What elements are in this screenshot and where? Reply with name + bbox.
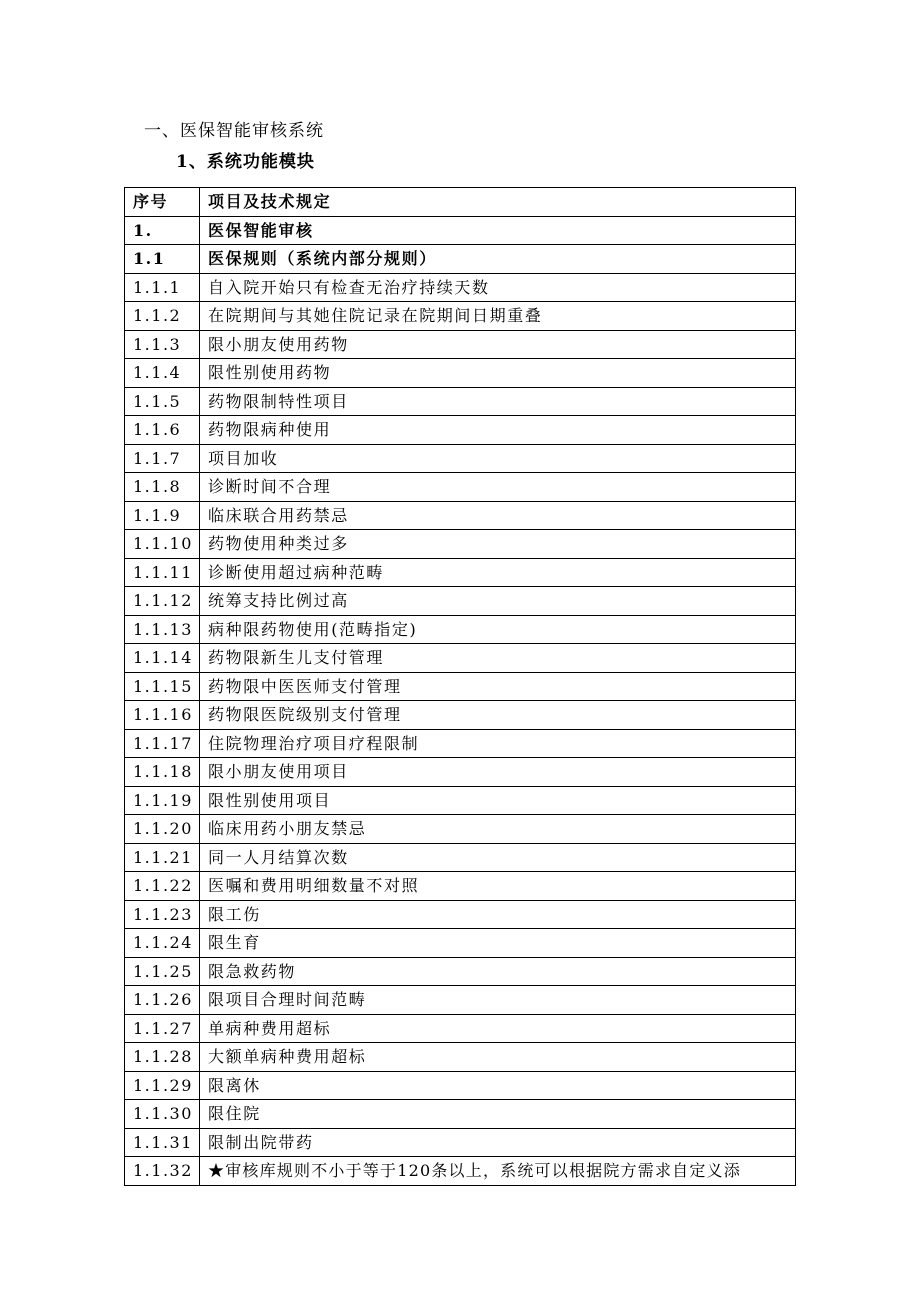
row-number: 1.1.5 [125, 387, 200, 416]
group-item: 医保规则（系统内部分规则） [200, 245, 796, 274]
header-item: 项目及技术规定 [200, 188, 796, 217]
table-header-row [125, 188, 796, 217]
row-item: 临床联合用药禁忌 [200, 501, 796, 530]
table-row [125, 530, 796, 559]
row-number: 1.1.6 [125, 416, 200, 445]
row-number: 1.1.16 [125, 701, 200, 730]
row-number: 1.1.21 [125, 843, 200, 872]
table-row [125, 473, 796, 502]
table-row [125, 758, 796, 787]
row-item: 药物限医院级别支付管理 [200, 701, 796, 730]
table-row [125, 986, 796, 1015]
row-item: 自入院开始只有检查无治疗持续天数 [200, 273, 796, 302]
row-number: 1.1.30 [125, 1100, 200, 1129]
group-row-level1 [125, 216, 796, 245]
row-number: 1.1.9 [125, 501, 200, 530]
row-number: 1.1.19 [125, 786, 200, 815]
row-item: 限急救药物 [200, 957, 796, 986]
row-item: 项目加收 [200, 444, 796, 473]
row-number: 1.1.15 [125, 672, 200, 701]
group-row-level2 [125, 245, 796, 274]
table-row [125, 302, 796, 331]
row-number: 1.1.26 [125, 986, 200, 1015]
row-item: 限小朋友使用项目 [200, 758, 796, 787]
subsection-heading: 1、系统功能模块 [176, 152, 315, 172]
table-row [125, 615, 796, 644]
table-row [125, 359, 796, 388]
table-row [125, 644, 796, 673]
table-row [125, 1157, 796, 1186]
table-row [125, 1128, 796, 1157]
table-row [125, 416, 796, 445]
row-item: 同一人月结算次数 [200, 843, 796, 872]
row-item: 临床用药小朋友禁忌 [200, 815, 796, 844]
row-number: 1.1.12 [125, 587, 200, 616]
row-item: 药物限制特性项目 [200, 387, 796, 416]
row-item: 单病种费用超标 [200, 1014, 796, 1043]
row-number: 1.1.20 [125, 815, 200, 844]
row-item: 药物限新生儿支付管理 [200, 644, 796, 673]
row-item: 限生育 [200, 929, 796, 958]
row-item: 药物限中医医师支付管理 [200, 672, 796, 701]
row-item: 诊断时间不合理 [200, 473, 796, 502]
row-number: 1.1.27 [125, 1014, 200, 1043]
row-number: 1.1.4 [125, 359, 200, 388]
table-row [125, 815, 796, 844]
group-number: 1.1 [125, 245, 200, 274]
row-item: 限小朋友使用药物 [200, 330, 796, 359]
table-row [125, 843, 796, 872]
table-row [125, 900, 796, 929]
row-number: 1.1.23 [125, 900, 200, 929]
table-row [125, 444, 796, 473]
row-item: 药物使用种类过多 [200, 530, 796, 559]
row-number: 1.1.13 [125, 615, 200, 644]
table-row [125, 957, 796, 986]
table-row [125, 387, 796, 416]
row-item: 限制出院带药 [200, 1128, 796, 1157]
row-number: 1.1.2 [125, 302, 200, 331]
row-item: 病种限药物使用(范畴指定) [200, 615, 796, 644]
row-item: 诊断使用超过病种范畴 [200, 558, 796, 587]
table-row [125, 1100, 796, 1129]
table-row [125, 701, 796, 730]
row-number: 1.1.17 [125, 729, 200, 758]
row-item: 限住院 [200, 1100, 796, 1129]
row-item: 限离休 [200, 1071, 796, 1100]
row-item: 限工伤 [200, 900, 796, 929]
row-number: 1.1.7 [125, 444, 200, 473]
row-item: 大额单病种费用超标 [200, 1043, 796, 1072]
row-item: 药物限病种使用 [200, 416, 796, 445]
table-row [125, 729, 796, 758]
header-number: 序号 [125, 188, 200, 217]
table-row [125, 273, 796, 302]
row-number: 1.1.8 [125, 473, 200, 502]
row-number: 1.1.28 [125, 1043, 200, 1072]
row-number: 1.1.10 [125, 530, 200, 559]
row-item: 限性别使用药物 [200, 359, 796, 388]
row-number: 1.1.18 [125, 758, 200, 787]
table-row [125, 1014, 796, 1043]
table-row [125, 330, 796, 359]
table-row [125, 558, 796, 587]
row-number: 1.1.3 [125, 330, 200, 359]
table-row [125, 587, 796, 616]
row-number: 1.1.14 [125, 644, 200, 673]
table-row [125, 1043, 796, 1072]
row-item: 限项目合理时间范畴 [200, 986, 796, 1015]
row-number: 1.1.24 [125, 929, 200, 958]
group-number: 1. [125, 216, 200, 245]
table-row [125, 501, 796, 530]
group-item: 医保智能审核 [200, 216, 796, 245]
table-row [125, 872, 796, 901]
row-number: 1.1.22 [125, 872, 200, 901]
row-number: 1.1.29 [125, 1071, 200, 1100]
row-number: 1.1.32 [125, 1157, 200, 1186]
table-row [125, 1071, 796, 1100]
section-heading: 一、医保智能审核系统 [144, 121, 324, 141]
table-row [125, 929, 796, 958]
row-item: 限性别使用项目 [200, 786, 796, 815]
row-number: 1.1.31 [125, 1128, 200, 1157]
row-number: 1.1.25 [125, 957, 200, 986]
row-item: 医嘱和费用明细数量不对照 [200, 872, 796, 901]
function-module-table [124, 187, 796, 1186]
row-item: 统筹支持比例过高 [200, 587, 796, 616]
row-number: 1.1.11 [125, 558, 200, 587]
row-item: 住院物理治疗项目疗程限制 [200, 729, 796, 758]
row-item: 在院期间与其她住院记录在院期间日期重叠 [200, 302, 796, 331]
table-row [125, 672, 796, 701]
row-number: 1.1.1 [125, 273, 200, 302]
table-row [125, 786, 796, 815]
row-item: ★审核库规则不小于等于120条以上，系统可以根据院方需求自定义添 [200, 1157, 796, 1186]
